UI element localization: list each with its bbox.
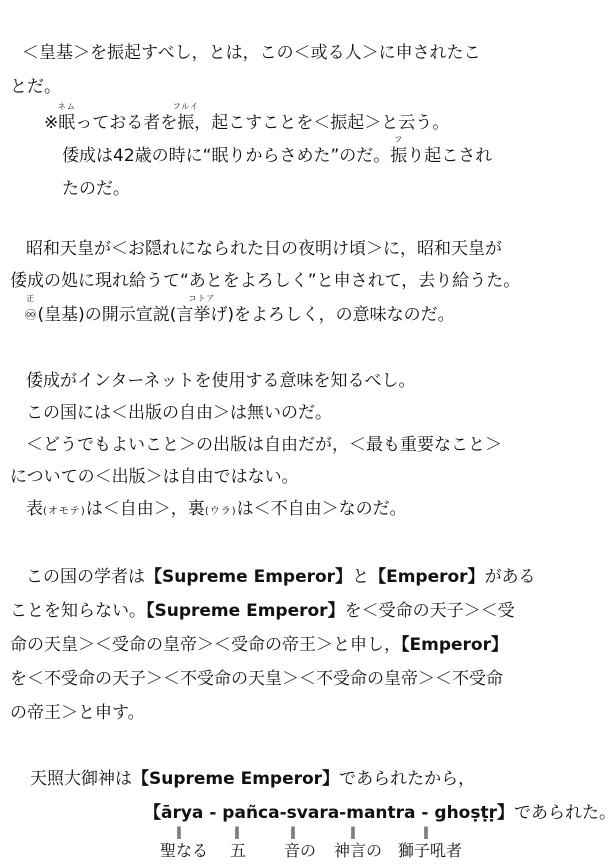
p3-line3: ＜どうでもよいこと＞の出版は自由だが，＜最も重要なこと＞ — [26, 435, 502, 455]
bracket-term: 【Emperor】 — [369, 567, 485, 587]
p3-line4: についての＜出版＞は自由ではない。 — [10, 467, 299, 487]
p3-line5: 表(オモテ)は＜自由＞，裏(ウラ)は＜不自由＞なのだ。 — [26, 499, 407, 519]
ruby-furui: 振 フルイ — [172, 102, 199, 133]
p1-line3: ※眠 ネム っておる者を振 フルイ ，起こすことを＜振起＞と云う。 — [44, 102, 450, 133]
p4-line4: を＜不受命の天子＞＜不受命の天皇＞＜不受命の皇帝＞＜不受命 — [10, 669, 503, 689]
ruby-fu: 振 フ — [390, 135, 408, 166]
p4-line3: 命の天皇＞＜受命の皇帝＞＜受命の帝王＞と申し，【Emperor】 — [10, 635, 508, 655]
bracket-term: 【Supreme Emperor】 — [146, 601, 345, 621]
gloss-sound: 音の — [284, 841, 317, 860]
bracket-term: 【Supreme Emperor】 — [145, 567, 353, 587]
p1-line5: たのだ。 — [62, 179, 130, 199]
p3-line2: この国には＜出版の自由＞は無いのだ。 — [26, 403, 332, 423]
bracket-term: 【Emperor】 — [401, 635, 508, 655]
hand-symbol: ♾ 正 — [24, 294, 38, 324]
p2-line2: 倭成の処に現れ給うて“あとをよろしく”と申されて，去り給うた。 — [10, 271, 521, 291]
bracket-term: 【Supreme Emperor】 — [132, 769, 340, 789]
gloss-bar-5: ‖ — [423, 825, 429, 839]
ruby-nemu: 眠 ネム — [57, 102, 76, 133]
gloss-bar-4: ‖ — [350, 825, 356, 839]
note-mark: ※ — [44, 113, 59, 133]
p1-line2: とだ。 — [10, 77, 61, 97]
p4-line1: この国の学者は【Supreme Emperor】と【Emperor】がある — [26, 567, 536, 587]
ruby-kotoa: 言挙げ コトア — [176, 294, 228, 325]
p5-line2: 【ārya - pañca-svara-mantra - ghoṣṭṛ】であられた。 — [144, 803, 616, 823]
gloss-mantra: 神言の — [334, 841, 383, 860]
gloss-sacred: 聖なる — [160, 841, 209, 860]
p1-line4: 倭成は42歳の時に“眠りからさめた”のだ。振 フ り起こされ — [62, 135, 493, 166]
gloss-five: 五 — [230, 841, 247, 860]
p4-line2: ことを知らない。【Supreme Emperor】を＜受命の天子＞＜受 — [10, 601, 515, 621]
p2-line3: ♾ 正 (皇基)の開示宣説(言挙げ コトア )をよろしく，の意味なのだ。 — [24, 294, 455, 325]
p2-line1: 昭和天皇が＜お隠れになられた日の夜明け頃＞に，昭和天皇が — [26, 239, 502, 259]
gloss-bar-3: ‖ — [290, 825, 296, 839]
gloss-bar-2: ‖ — [234, 825, 240, 839]
p1-line1: ＜皇基＞を振起すべし，とは，この＜或る人＞に申されたこ — [22, 43, 481, 63]
gloss-lion-roarer: 獅子吼者 — [398, 841, 463, 860]
p5-line1: 天照大御神は【Supreme Emperor】であられたから， — [30, 769, 476, 789]
p3-line1: 倭成がインターネットを使用する意味を知るべし。 — [26, 371, 416, 391]
gloss-bar-1: ‖ — [176, 825, 182, 839]
p4-line5: の帝王＞と申す。 — [10, 703, 145, 723]
sanskrit-term: 【ārya - pañca-svara-mantra - ghoṣṭṛ】 — [144, 803, 514, 823]
